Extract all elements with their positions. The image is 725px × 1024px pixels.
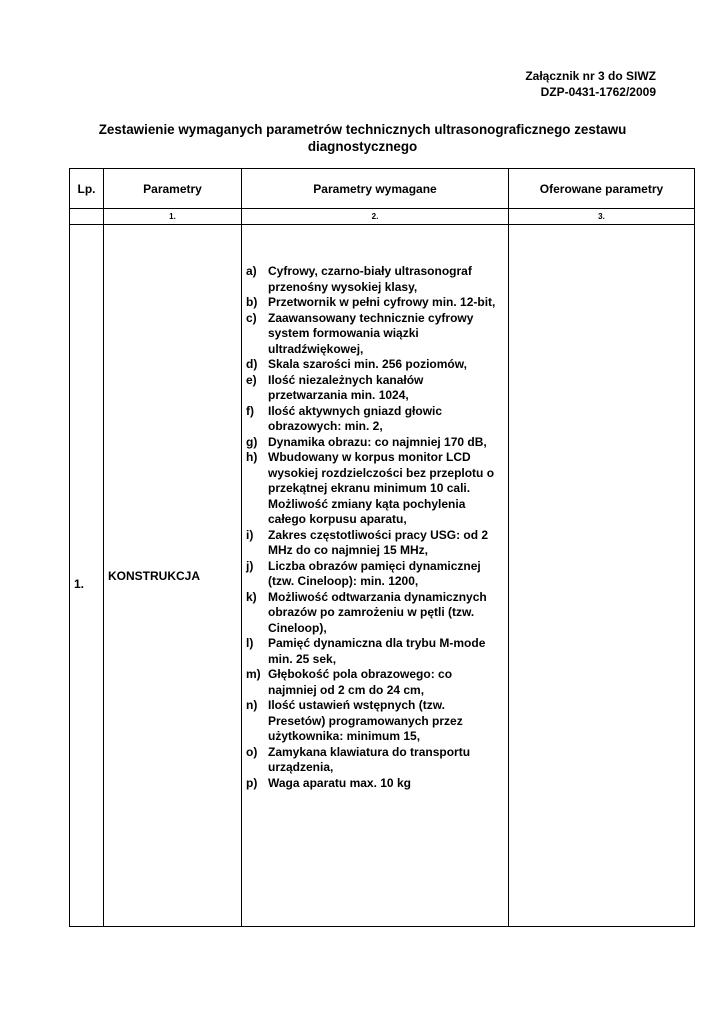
list-item	[246, 776, 504, 792]
list-item	[246, 404, 504, 435]
list-item	[246, 357, 504, 373]
list-item-marker: g)	[246, 434, 258, 449]
list-item-marker: l)	[246, 636, 254, 650]
attachment-reference	[525, 68, 656, 100]
case-number: DZP-0431-1762/2009	[540, 85, 656, 99]
list-item-text: Ilość aktywnych gniazd głowic obrazowych: min. 2,	[268, 403, 443, 433]
row-parameter: KONSTRUKCJA	[104, 225, 242, 927]
list-item-marker: f)	[246, 403, 254, 418]
list-item	[246, 745, 504, 776]
list-item	[246, 636, 504, 667]
list-item	[246, 435, 504, 451]
list-item-marker: d)	[246, 357, 258, 371]
list-item-text: Dynamika obrazu: co najmniej 170 dB,	[268, 434, 487, 449]
list-item	[246, 698, 504, 745]
table-header-row	[70, 169, 695, 209]
list-item-text: Cyfrowy, czarno-biały ultrasonograf przenośny wysokiej klasy,	[268, 264, 472, 294]
list-item	[246, 667, 504, 698]
row-requirements	[242, 225, 509, 927]
list-item-marker: e)	[246, 372, 257, 387]
list-item	[246, 295, 504, 311]
list-item-text: Zaawansowany technicznie cyfrowy system formowania wiązki ultradźwiękowej,	[268, 310, 474, 356]
list-item-text: Zakres częstotliwości pracy USG: od 2 MHz do co najmniej 15 MHz,	[268, 527, 489, 557]
list-item	[246, 450, 504, 528]
header-parametry: Parametry	[104, 169, 242, 209]
row-lp: 1.	[74, 576, 85, 591]
attachment-line: Załącznik nr 3 do SIWZ	[525, 69, 656, 83]
list-item-marker: p)	[246, 775, 258, 790]
column-number-2: 2.	[242, 209, 509, 225]
list-item	[246, 528, 504, 559]
list-item-text: Liczba obrazów pamięci dynamicznej (tzw. Cineloop): min. 1200,	[268, 558, 481, 588]
list-item-text: Głębokość pola obrazowego: co najmniej od 2 cm do 24 cm,	[268, 667, 453, 697]
list-item-text: Możliwość odtwarzania dynamicznych obrazów po zamrożeniu w pętli (tzw. Cineloop),	[268, 589, 487, 635]
list-item	[246, 373, 504, 404]
list-item-marker: a)	[246, 264, 257, 278]
column-number-empty	[70, 209, 104, 225]
list-item-marker: h)	[246, 450, 258, 464]
table-row	[70, 225, 695, 927]
list-item-text: Wbudowany w korpus monitor LCD wysokiej rozdzielczości bez przeplotu o przekątnej ekranu minimum 10 cali. Możliwość zmiany kąta pochylenia całego korpusu aparatu,	[268, 450, 495, 526]
list-item-marker: m)	[246, 667, 261, 681]
parameters-table	[69, 168, 695, 927]
list-item-text: Skala szarości min. 256 poziomów,	[268, 357, 467, 371]
list-item-text: Przetwornik w pełni cyfrowy min. 12-bit,	[268, 295, 496, 309]
list-item-marker: c)	[246, 310, 257, 325]
document-title	[60, 121, 665, 155]
list-item-marker: n)	[246, 698, 258, 712]
header-lp: Lp.	[70, 169, 104, 209]
list-item-text: Ilość niezależnych kanałów przetwarzania min. 1024,	[268, 372, 424, 402]
header-oferowane-parametry: Oferowane parametry	[509, 169, 695, 209]
document-title-line1: Zestawienie wymaganych parametrów technicznych ultrasonograficznego zestawu	[98, 122, 627, 137]
row-lp-cell	[70, 225, 104, 927]
column-number-1: 1.	[104, 209, 242, 225]
requirements-list	[242, 264, 508, 791]
list-item	[246, 311, 504, 358]
column-number-row	[70, 209, 695, 225]
list-item	[246, 559, 504, 590]
list-item	[246, 264, 504, 295]
list-item-text: Pamięć dynamiczna dla trybu M-mode min. 25 sek,	[268, 636, 486, 666]
list-item-text: Zamykana klawiatura do transportu urządzenia,	[268, 744, 471, 774]
column-number-3: 3.	[509, 209, 695, 225]
list-item-text: Ilość ustawień wstępnych (tzw. Presetów) programowanych przez użytkownika: minimum 15,	[268, 698, 463, 743]
list-item	[246, 590, 504, 637]
document-title-line2: diagnostycznego	[307, 139, 418, 154]
list-item-marker: b)	[246, 295, 258, 309]
list-item-marker: j)	[246, 558, 254, 573]
list-item-marker: o)	[246, 744, 258, 759]
list-item-marker: i)	[246, 527, 254, 542]
list-item-marker: k)	[246, 589, 257, 604]
header-parametry-wymagane: Parametry wymagane	[242, 169, 509, 209]
row-offered-parameters[interactable]	[509, 225, 695, 927]
list-item-text: Waga aparatu max. 10 kg	[268, 775, 411, 790]
